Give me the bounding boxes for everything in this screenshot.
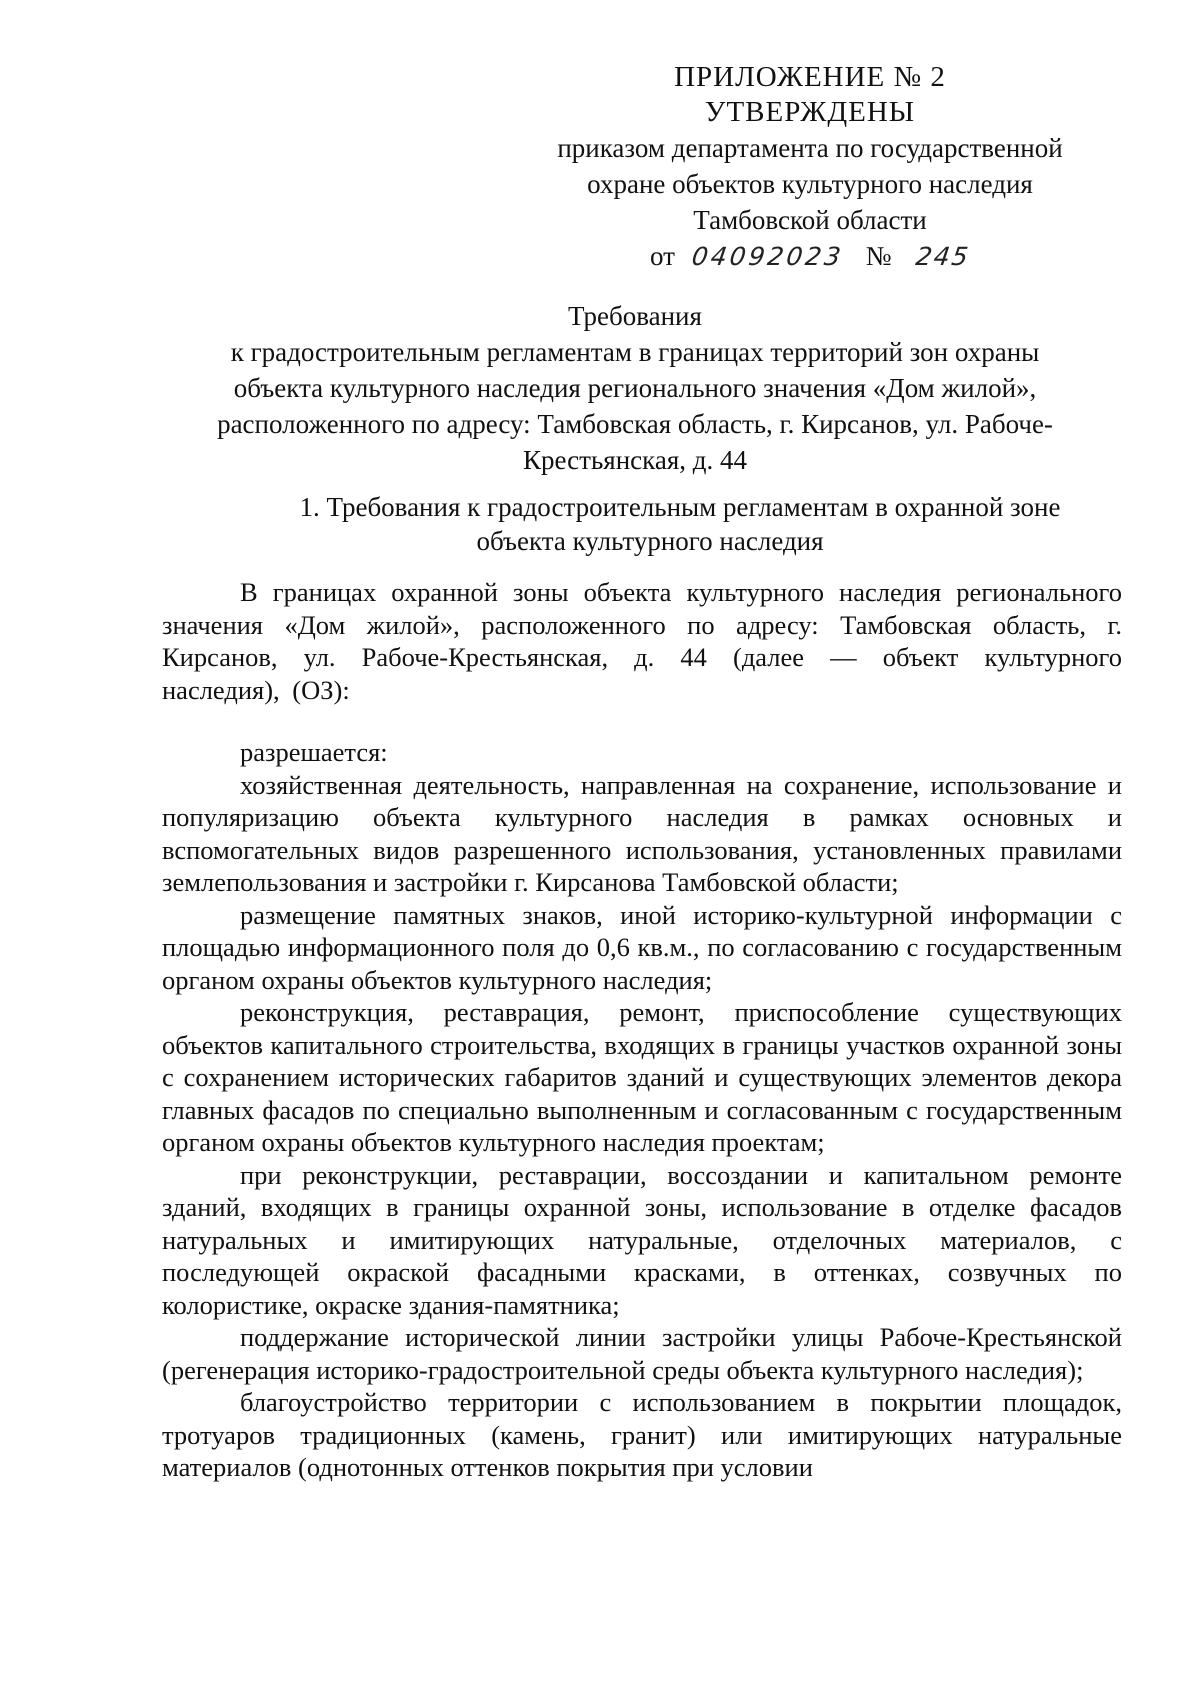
allowed-label: разрешается: [240, 737, 388, 767]
title-line-4: расположенного по адресу: Тамбовская область, г. Кирсанов, ул. Рабоче- [217, 409, 1053, 439]
section-body [162, 576, 1122, 1484]
title-line-5: Крестьянская, д. 44 [523, 445, 747, 475]
approval-header [520, 60, 1100, 275]
title-line-3: объекта культурного наследия регионального значения «Дом жилой», [233, 373, 1037, 403]
title-line-1: Требования [568, 301, 702, 331]
approval-line-2: охране объектов культурного наследия [587, 169, 1033, 199]
document-title [150, 298, 1120, 478]
list-item: поддержание исторической линии застройки улицы Рабоче-Крестьянской (регенерация историко-градостроительной среды объекта культурного наследия); [162, 1322, 1122, 1385]
section-heading [230, 490, 1130, 558]
list-item: при реконструкции, реставрации, воссоздании и капитальном ремонте зданий, входящих в границы охранной зоны, использование в отделке фасадов натуральных и имитирующих натуральные, отделочных материалов, с последующей окраской фасадными красками, в оттенках, созвучных по колористике, окраске здания-памятника; [162, 1159, 1122, 1320]
list-item: размещение памятных знаков, иной историко-культурной информации с площадью информационного поля до 0,6 кв.м., по согласованию с государственным органом охраны объектов культурного наследия; [162, 899, 1122, 995]
handwritten-number: 245 [914, 242, 973, 271]
list-item: благоустройство территории с использованием в покрытии площадок, тротуаров традиционных (камень, гранит) или имитирующих натуральные материалов (однотонных оттенков покрытия при условии [162, 1387, 1122, 1482]
list-item: реконструкция, реставрация, ремонт, приспособление существующих объектов капитального строительства, входящих в границы участков охранной зоны с сохранением исторических габаритов зданий и существующих элементов декора главных фасадов по специально выполненным и согласованным с государственным органом охраны объектов культурного наследия проектам; [162, 997, 1122, 1157]
approval-line-1: приказом департамента по государственной [557, 133, 1063, 163]
section-heading-line-2: объекта культурного наследия [476, 526, 824, 556]
from-label: от [650, 241, 675, 271]
order-date-number [520, 238, 1100, 275]
section-heading-line-1: 1. Требования к градостроительным регламентам в охранной зоне [299, 492, 1061, 522]
number-label: № [865, 241, 892, 271]
intro-paragraph: В границах охранной зоны объекта культурного наследия регионального значения «Дом жилой», расположенного по адресу: Тамбовская область, г. Кирсанов, ул. Рабоче-Крестьянская, д. 44 (далее — объект культурного наследия), (ОЗ): [162, 577, 1122, 705]
approval-line-3: Тамбовской области [693, 205, 927, 235]
list-item: хозяйственная деятельность, направленная на сохранение, использование и популяризацию объекта культурного наследия в рамках основных и вспомогательных видов разрешенного использования, установленных правилами землепользования и застройки г. Кирсанова Тамбовской области; [162, 769, 1122, 897]
approved-label: УТВЕРЖДЕНЫ [704, 96, 916, 128]
appendix-label: ПРИЛОЖЕНИЕ № 2 [674, 61, 946, 93]
title-line-2: к градостроительным регламентам в границах территорий зон охраны [230, 337, 1040, 367]
handwritten-date: 04092023 [689, 242, 846, 271]
